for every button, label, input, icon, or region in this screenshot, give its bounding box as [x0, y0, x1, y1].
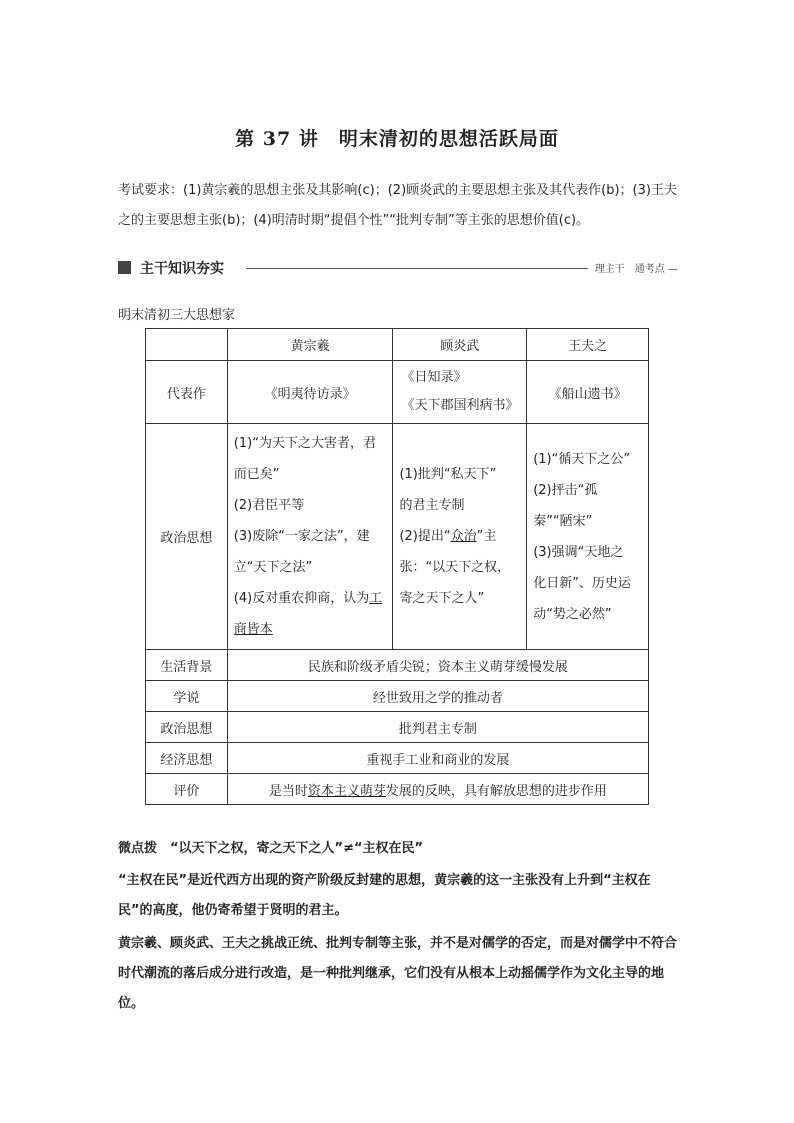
square-icon — [118, 261, 131, 274]
cell-line: 《日知录》 — [401, 370, 467, 385]
cell-line: (1)“为天下之大害者，君 — [233, 436, 376, 451]
table-cell — [527, 424, 649, 650]
cell-line: 而已矣” — [233, 467, 280, 482]
cell-line: (3)废除“一家之法”，建 — [233, 529, 370, 544]
table-row — [146, 712, 649, 743]
cell-line — [399, 521, 520, 552]
table-row — [146, 650, 649, 681]
table-header-cell: 顾炎武 — [393, 329, 527, 361]
table-cell: 重视手工业和商业的发展 — [227, 743, 648, 774]
cell-line: (1)批判“私天下” — [399, 467, 497, 482]
cell-line: 立“天下之法” — [233, 560, 313, 575]
cell-text: 发展的反映，具有解放思想的进步作用 — [385, 783, 607, 799]
section-label: 主干知识夯实 — [140, 261, 224, 277]
section-header — [118, 258, 678, 278]
tip-heading: 微点拨 “以天下之权，寄之天下之人”≠“主权在民” — [118, 841, 424, 856]
table-header-cell: 黄宗羲 — [227, 329, 393, 361]
row-label: 生活背景 — [146, 650, 228, 681]
table-row — [146, 743, 649, 774]
row-label: 政治思想 — [146, 712, 228, 743]
underlined-text: 工 — [369, 591, 383, 606]
cell-line: 《天下郡国利病书》 — [401, 398, 519, 413]
row-label: 经济思想 — [146, 743, 228, 774]
row-label: 政治思想 — [146, 424, 228, 650]
table-cell — [393, 424, 527, 650]
table-cell: 经世致用之学的推动者 — [227, 681, 648, 712]
table-cell: 《明夷待访录》 — [227, 361, 393, 424]
table-cell: 民族和阶级矛盾尖锐；资本主义萌芽缓慢发展 — [227, 650, 648, 681]
table-cell — [227, 424, 393, 650]
table-row — [146, 361, 649, 424]
requirements-text: (1)黄宗羲的思想主张及其影响(c)；(2)顾炎武的主要思想主张及其代表作(b)；(3)王夫之的主要思想主张(b)；(4)明清时期“提倡个性”“批判专制”等主张的思想价值(c)。 — [118, 183, 677, 228]
cell-line: 寄之天下之人” — [399, 591, 485, 606]
cell-line: (2)抨击“孤 — [533, 482, 598, 498]
cell-text: (4)反对重农抑商，认为 — [233, 591, 370, 606]
table-row — [146, 774, 649, 805]
cell-line: 张：“以天下之权， — [399, 560, 511, 575]
tip-paragraph: 黄宗羲、顾炎武、王夫之挑战正统、批判专制等主张，并不是对儒学的否定，而是对儒学中不符合时代潮流的落后成分进行改造，是一种批判继承，它们没有从根本上动摇儒学作为文化主导的地位。 — [118, 936, 678, 1011]
cell-line: (3)强调“天地之 — [533, 544, 624, 560]
section-divider — [246, 268, 588, 269]
row-label: 学说 — [146, 681, 228, 712]
cell-line: 化日新”、历史运 — [533, 575, 631, 591]
tip-paragraph: “主权在民”是近代西方出现的资产阶级反封建的思想，黄宗羲的这一主张没有上升到“主权在民”的高度，他仍寄希望于贤明的君主。 — [118, 873, 651, 918]
cell-text: ”主 — [476, 529, 497, 544]
cell-text: (2)提出“ — [399, 529, 451, 544]
table-header-cell: 王夫之 — [527, 329, 649, 361]
table-cell — [227, 774, 648, 805]
requirements-label: 考试要求： — [118, 183, 184, 198]
table-header-row — [146, 329, 649, 361]
cell-line — [234, 583, 387, 614]
exam-requirements — [118, 176, 678, 236]
cell-line: 动“势之必然” — [533, 606, 612, 622]
table-cell: 批判君主专制 — [227, 712, 648, 743]
cell-line: 秦”“陋宋” — [533, 513, 593, 529]
underlined-text: 众治 — [450, 529, 477, 544]
row-label: 评价 — [146, 774, 228, 805]
row-label: 代表作 — [146, 361, 228, 424]
table-caption: 明末清初三大思想家 — [118, 308, 236, 323]
thinkers-table — [145, 328, 649, 805]
page-title: 第 37 讲 明末清初的思想活跃局面 — [235, 128, 559, 150]
underlined-text: 商皆本 — [233, 622, 273, 637]
cell-line: (1)“循天下之公” — [533, 451, 631, 467]
cell-line: 的君主专制 — [399, 498, 465, 513]
table-cell — [393, 361, 527, 424]
table-row — [146, 681, 649, 712]
table-cell: 《船山遗书》 — [527, 361, 649, 424]
section-right-text: 理主干 通考点 — — [594, 264, 678, 275]
table-row — [146, 424, 649, 650]
cell-text: 是当时 — [268, 783, 308, 799]
table-header-cell — [146, 329, 228, 361]
cell-line: (2)君臣平等 — [233, 498, 305, 513]
underlined-text: 资本主义萌芽 — [307, 783, 386, 799]
